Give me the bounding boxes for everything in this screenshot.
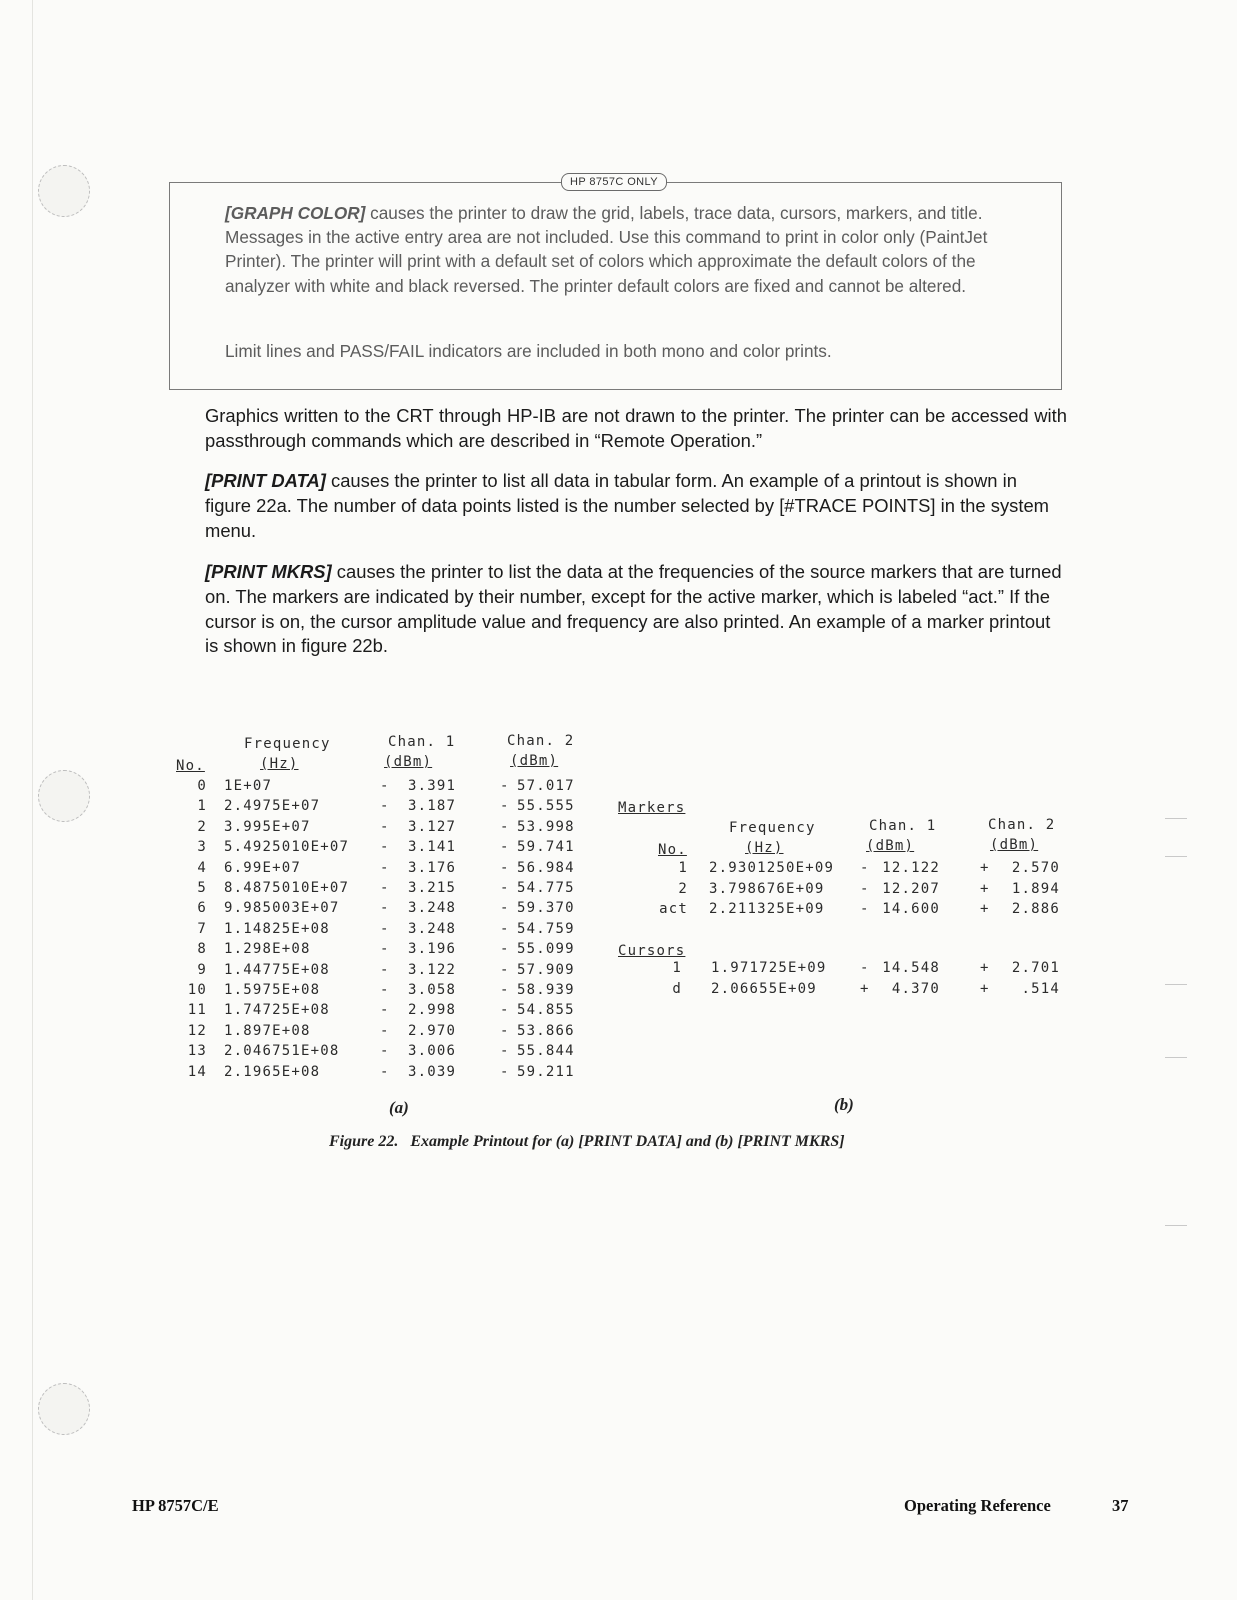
footer-section: Operating Reference	[904, 1496, 1051, 1515]
row-chan2-value: 59.211	[517, 1063, 575, 1080]
marker-frequency: 2.9301250E+09	[709, 860, 835, 876]
row-chan2-sign: -	[500, 798, 510, 815]
row-chan1-value: 3.215	[408, 880, 457, 896]
row-chan2-sign: -	[500, 900, 510, 917]
row-chan1-sign: -	[380, 1043, 390, 1060]
cursors-title: Cursors	[618, 943, 686, 959]
label-b: (b)	[834, 1095, 854, 1114]
row-chan2-sign: -	[500, 880, 510, 896]
row-chan2-sign: -	[500, 1002, 510, 1019]
row-chan1-value: 3.196	[408, 941, 457, 958]
row-chan2-value: 53.998	[517, 818, 575, 835]
row-number: 1	[197, 798, 207, 815]
row-chan1-sign: -	[380, 1063, 390, 1080]
cursor-chan1-value: 14.548	[882, 960, 940, 976]
row-frequency: 1.5975E+08	[224, 982, 321, 998]
row-chan1-sign: -	[380, 798, 390, 815]
a-head-chan1-unit: (dBm)	[384, 754, 433, 770]
row-frequency: 1E+07	[224, 778, 273, 794]
row-chan2-value: 55.555	[517, 798, 575, 815]
a-head-frequency: Frequency	[244, 736, 331, 752]
b-head-frequency-unit: (Hz)	[745, 840, 784, 856]
row-number: 14	[187, 1063, 207, 1080]
row-frequency: 2.1965E+08	[224, 1063, 321, 1080]
margin-tick	[1165, 856, 1187, 857]
row-chan1-value: 3.039	[408, 1063, 457, 1080]
cursor-chan2-value: .514	[1021, 980, 1060, 997]
figure-caption: Figure 22. Example Printout for (a) [PRINT DATA] and (b) [PRINT MKRS]	[329, 1133, 845, 1150]
row-number: 9	[197, 961, 207, 978]
marker-chan2-sign: +	[980, 880, 990, 897]
marker-chan1-sign: -	[860, 860, 870, 876]
footer-page-number: 37	[1112, 1496, 1129, 1515]
row-chan2-value: 58.939	[517, 982, 575, 998]
footer-model: HP 8757C/E	[132, 1496, 219, 1515]
row-chan1-value: 3.127	[408, 818, 457, 835]
b-head-chan2: Chan. 2	[988, 817, 1056, 833]
marker-chan1-value: 14.600	[882, 901, 940, 917]
b-head-chan1: Chan. 1	[869, 818, 937, 834]
b-head-no: No.	[658, 842, 687, 858]
punch-hole-bottom	[38, 1383, 90, 1435]
cursor-chan2-sign: +	[980, 980, 990, 997]
row-number: 6	[197, 900, 207, 917]
cursor-chan1-sign: +	[860, 980, 870, 997]
row-chan2-value: 54.855	[517, 1002, 575, 1019]
marker-chan2-sign: +	[980, 901, 990, 917]
row-chan1-value: 3.122	[408, 961, 457, 978]
row-chan1-sign: -	[380, 1022, 390, 1039]
row-chan2-sign: -	[500, 1043, 510, 1060]
punch-hole-top	[38, 165, 90, 217]
marker-number: act	[659, 901, 688, 917]
row-chan1-sign: -	[380, 1002, 390, 1019]
row-chan2-sign: -	[500, 1063, 510, 1080]
marker-chan1-sign: -	[860, 901, 870, 917]
marker-chan2-sign: +	[980, 860, 990, 876]
page-margin-line	[32, 0, 33, 1600]
row-chan1-value: 3.248	[408, 920, 457, 937]
row-chan2-sign: -	[500, 839, 510, 856]
cursor-number: 1	[672, 960, 682, 976]
row-chan2-value: 54.759	[517, 920, 575, 937]
row-frequency: 3.995E+07	[224, 818, 311, 835]
row-chan1-value: 3.391	[408, 778, 457, 794]
row-chan2-sign: -	[500, 1022, 510, 1039]
b-head-frequency: Frequency	[729, 820, 816, 836]
row-chan1-value: 3.141	[408, 839, 457, 856]
print-data-paragraph	[205, 469, 1067, 543]
print-mkrs-paragraph	[205, 560, 1067, 659]
row-chan1-sign: -	[380, 778, 390, 794]
row-chan2-value: 55.099	[517, 941, 575, 958]
row-frequency: 1.44775E+08	[224, 961, 330, 978]
row-chan2-sign: -	[500, 941, 510, 958]
print-data-key: [PRINT DATA]	[205, 470, 326, 491]
graph-color-key: [GRAPH COLOR]	[225, 203, 366, 223]
row-chan2-value: 54.775	[517, 880, 575, 896]
label-a: (a)	[389, 1098, 409, 1117]
notice-tag: HP 8757C ONLY	[561, 173, 667, 191]
row-number: 12	[187, 1022, 207, 1039]
row-chan2-sign: -	[500, 982, 510, 998]
margin-tick	[1165, 984, 1187, 985]
print-mkrs-key: [PRINT MKRS]	[205, 561, 332, 582]
row-chan1-sign: -	[380, 982, 390, 998]
row-chan1-sign: -	[380, 818, 390, 835]
margin-tick	[1165, 818, 1187, 819]
marker-chan2-value: 2.886	[1011, 901, 1060, 917]
row-chan1-sign: -	[380, 900, 390, 917]
a-head-chan1: Chan. 1	[388, 734, 456, 750]
row-chan2-value: 56.984	[517, 859, 575, 876]
margin-tick	[1165, 1225, 1187, 1226]
row-frequency: 9.985003E+07	[224, 900, 340, 917]
cursor-frequency: 1.971725E+09	[711, 960, 827, 976]
marker-chan2-value: 2.570	[1011, 860, 1060, 876]
cursor-number: d	[672, 980, 682, 997]
marker-chan1-sign: -	[860, 880, 870, 897]
marker-chan1-value: 12.207	[882, 880, 940, 897]
marker-number: 1	[678, 860, 688, 876]
row-chan1-value: 2.970	[408, 1022, 457, 1039]
row-chan1-value: 3.248	[408, 900, 457, 917]
row-frequency: 1.14825E+08	[224, 920, 330, 937]
marker-chan2-value: 1.894	[1011, 880, 1060, 897]
row-frequency: 1.298E+08	[224, 941, 311, 958]
row-chan1-value: 3.176	[408, 859, 457, 876]
row-chan1-sign: -	[380, 859, 390, 876]
row-number: 13	[187, 1043, 207, 1060]
row-chan2-sign: -	[500, 859, 510, 876]
row-number: 8	[197, 941, 207, 958]
row-number: 7	[197, 920, 207, 937]
punch-hole-middle	[38, 770, 90, 822]
row-frequency: 8.4875010E+07	[224, 880, 350, 896]
markers-title: Markers	[618, 800, 686, 816]
row-chan2-sign: -	[500, 961, 510, 978]
cursor-chan1-value: 4.370	[891, 980, 940, 997]
print-data-text: causes the printer to list all data in tabular form. An example of a printout is shown in figure 22a. The number of data points listed is the number selected by [#TRACE POINTS] in the system menu.	[205, 470, 1049, 541]
print-mkrs-text: causes the printer to list the data at the frequencies of the source markers that are turned on. The markers are indicated by their number, except for the active marker, which is labeled “act.” If the cursor is on, the cursor amplitude value and frequency are also printed. An example of a marker printout is shown in figure 22b.	[205, 561, 1062, 657]
row-chan2-sign: -	[500, 920, 510, 937]
row-chan1-value: 2.998	[408, 1002, 457, 1019]
row-chan2-sign: -	[500, 778, 510, 794]
a-head-chan2: Chan. 2	[507, 733, 575, 749]
marker-chan1-value: 12.122	[882, 860, 940, 876]
graphics-paragraph: Graphics written to the CRT through HP-IB are not drawn to the printer. The printer can be accessed with passthrough commands which are described in “Remote Operation.”	[205, 405, 1067, 451]
a-head-frequency-unit: (Hz)	[260, 756, 299, 772]
marker-number: 2	[678, 880, 688, 897]
row-chan1-sign: -	[380, 961, 390, 978]
row-chan1-value: 3.187	[408, 798, 457, 815]
row-frequency: 1.74725E+08	[224, 1002, 330, 1019]
a-head-no: No.	[176, 758, 205, 774]
row-frequency: 2.046751E+08	[224, 1043, 340, 1060]
a-head-chan2-unit: (dBm)	[510, 753, 559, 769]
row-chan1-value: 3.058	[408, 982, 457, 998]
row-chan2-sign: -	[500, 818, 510, 835]
row-chan1-sign: -	[380, 880, 390, 896]
marker-frequency: 3.798676E+09	[709, 880, 825, 897]
cursor-chan2-value: 2.701	[1011, 960, 1060, 976]
cursor-frequency: 2.06655E+09	[711, 980, 817, 997]
marker-frequency: 2.211325E+09	[709, 901, 825, 917]
row-frequency: 6.99E+07	[224, 859, 302, 876]
row-chan2-value: 55.844	[517, 1043, 575, 1060]
row-chan1-sign: -	[380, 839, 390, 856]
row-chan2-value: 59.741	[517, 839, 575, 856]
row-number: 3	[197, 839, 207, 856]
row-chan2-value: 57.017	[517, 778, 575, 794]
margin-tick	[1165, 1057, 1187, 1058]
b-head-chan1-unit: (dBm)	[866, 838, 915, 854]
row-number: 11	[187, 1002, 207, 1019]
row-chan1-value: 3.006	[408, 1043, 457, 1060]
notice-paragraph	[225, 201, 1045, 298]
row-number: 5	[197, 880, 207, 896]
row-chan2-value: 57.909	[517, 961, 575, 978]
notice-limit-lines: Limit lines and PASS/FAIL indicators are included in both mono and color prints.	[225, 341, 832, 361]
row-frequency: 1.897E+08	[224, 1022, 311, 1039]
row-chan1-sign: -	[380, 941, 390, 958]
row-frequency: 2.4975E+07	[224, 798, 321, 815]
b-head-chan2-unit: (dBm)	[990, 837, 1039, 853]
row-number: 2	[197, 818, 207, 835]
row-chan2-value: 53.866	[517, 1022, 575, 1039]
cursor-chan2-sign: +	[980, 960, 990, 976]
row-chan1-sign: -	[380, 920, 390, 937]
notice-text: causes the printer to draw the grid, labels, trace data, cursors, markers, and title. Messages in the active entry area are not included. Use this command to print in color only (PaintJet Printer). The printer will print with a default set of colors which approximate the default colors of the analyzer with white and black reversed. The printer default colors are fixed and cannot be altered.	[225, 203, 988, 296]
row-number: 10	[187, 982, 207, 998]
cursor-chan1-sign: -	[860, 960, 870, 976]
row-frequency: 5.4925010E+07	[224, 839, 350, 856]
row-number: 4	[197, 859, 207, 876]
hp-8757c-only-notice	[169, 176, 1062, 390]
row-chan2-value: 59.370	[517, 900, 575, 917]
row-number: 0	[197, 778, 207, 794]
